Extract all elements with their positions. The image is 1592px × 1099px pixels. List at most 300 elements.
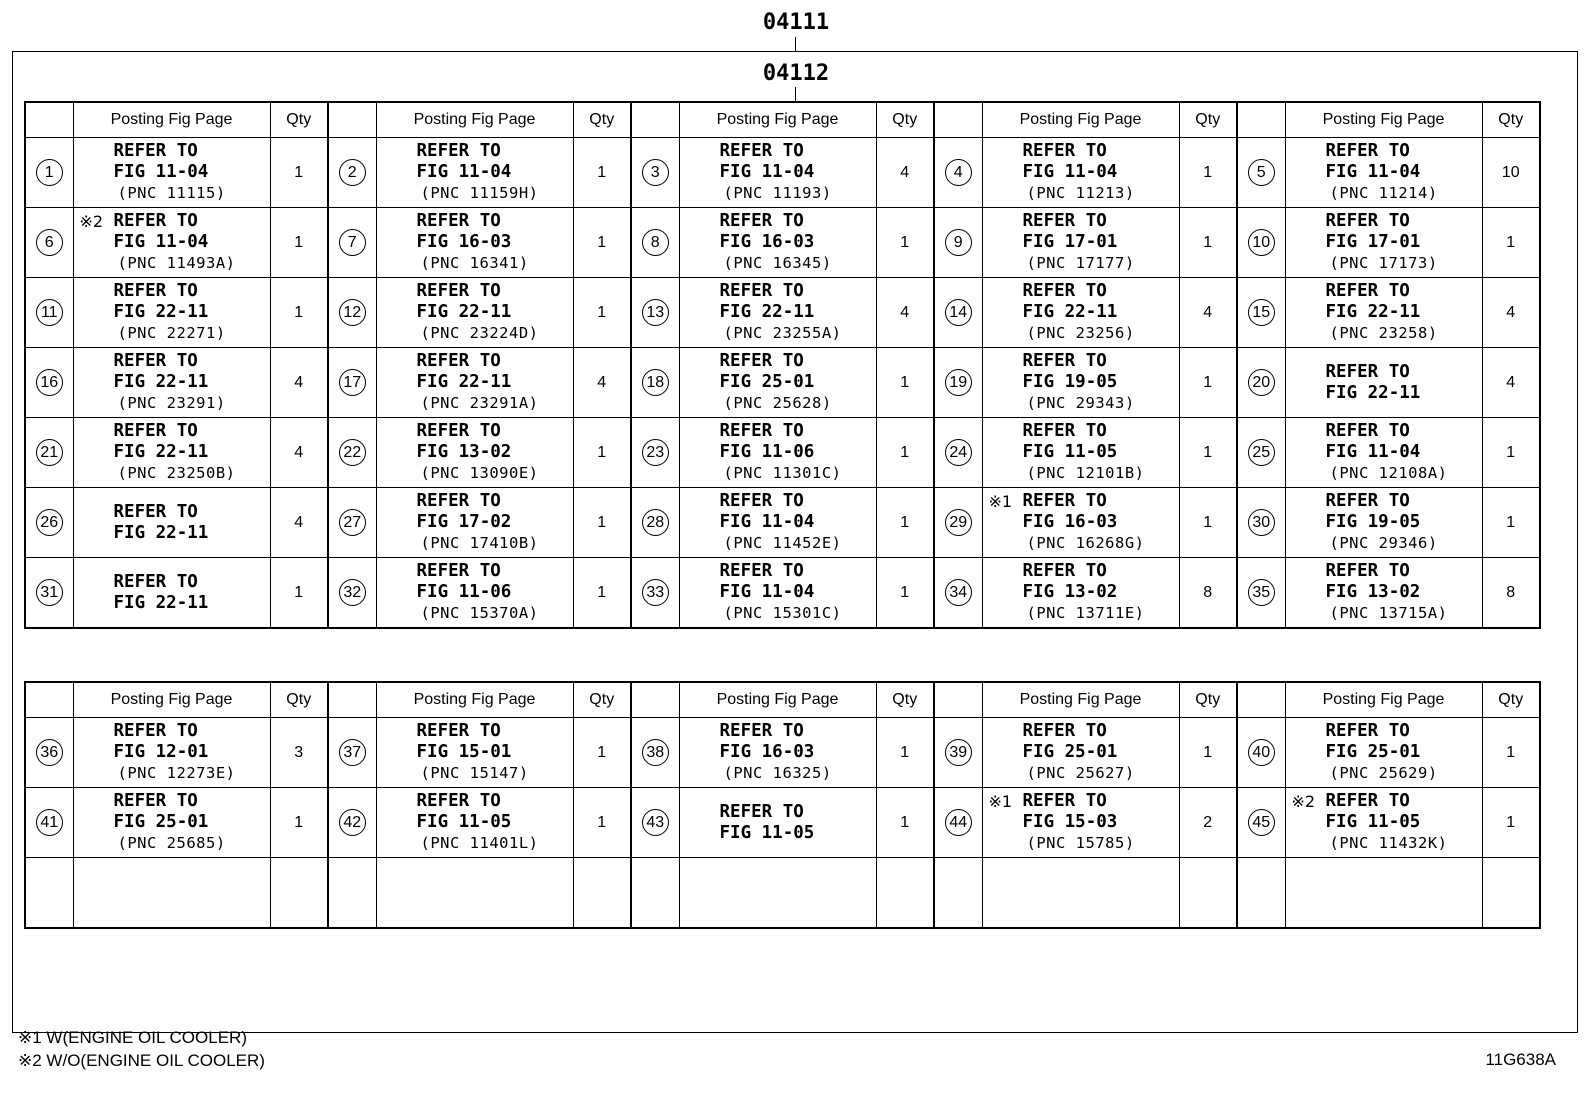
pnc-code: (PNC 23291) — [117, 394, 226, 412]
posting-fig-page-cell — [679, 348, 876, 418]
refer-to-text: REFER TO — [1022, 791, 1107, 811]
posting-fig-page-cell — [679, 138, 876, 208]
item-number-circle: 43 — [642, 809, 669, 836]
item-number-circle: 25 — [1248, 439, 1275, 466]
qty-cell: 1 — [270, 278, 328, 348]
item-number-cell — [1237, 348, 1285, 418]
qty-cell — [876, 858, 934, 929]
item-number-cell — [631, 348, 679, 418]
refer-to-text: REFER TO — [416, 141, 501, 161]
item-number-cell — [934, 138, 982, 208]
refer-to-text: REFER TO — [1325, 421, 1410, 441]
qty-cell: 1 — [573, 488, 631, 558]
item-number-circle: 9 — [945, 229, 972, 256]
fig-page-text: FIG 13-02 — [1325, 582, 1421, 602]
refer-to-text: REFER TO — [1325, 721, 1410, 741]
qty-cell: 1 — [573, 788, 631, 858]
item-number-circle: 18 — [642, 369, 669, 396]
qty-cell: 1 — [876, 418, 934, 488]
item-number-cell — [25, 138, 73, 208]
posting-fig-page-cell — [1285, 278, 1482, 348]
posting-fig-page-cell — [376, 558, 573, 629]
item-number-cell — [631, 788, 679, 858]
item-number-cell — [934, 348, 982, 418]
qty-cell: 1 — [1179, 208, 1237, 278]
table-row — [25, 488, 1540, 558]
pnc-code: (PNC 17173) — [1329, 254, 1438, 272]
refer-to-text: REFER TO — [416, 351, 501, 371]
item-number-circle: 45 — [1248, 809, 1275, 836]
pnc-code: (PNC 16268G) — [1026, 534, 1145, 552]
pnc-code: (PNC 23250B) — [117, 464, 236, 482]
fig-page-text: FIG 25-01 — [1325, 742, 1421, 762]
posting-fig-page-cell — [679, 488, 876, 558]
pnc-code: (PNC 12108A) — [1329, 464, 1448, 482]
refer-to-text: REFER TO — [1022, 491, 1107, 511]
pnc-code: (PNC 15147) — [420, 764, 529, 782]
table-row — [25, 208, 1540, 278]
item-number-cell — [934, 418, 982, 488]
reference-block — [377, 561, 573, 624]
posting-fig-page-cell — [679, 718, 876, 788]
item-number-cell — [1237, 788, 1285, 858]
reference-block — [983, 421, 1179, 484]
qty-cell: 1 — [573, 558, 631, 629]
item-number-cell — [934, 788, 982, 858]
reference-block — [983, 561, 1179, 624]
leader-line-inner — [795, 87, 796, 101]
pnc-code: (PNC 25628) — [723, 394, 832, 412]
reference-block — [74, 211, 270, 274]
item-number-cell — [1237, 418, 1285, 488]
leader-line-outer — [795, 37, 796, 51]
reference-block — [1286, 561, 1482, 624]
item-number-cell — [25, 858, 73, 929]
fig-page-text: FIG 11-04 — [113, 232, 209, 252]
refer-to-text: REFER TO — [1022, 211, 1107, 231]
qty-cell: 1 — [876, 348, 934, 418]
reference-block — [983, 351, 1179, 414]
qty-cell: 1 — [1482, 208, 1540, 278]
item-number-cell — [631, 558, 679, 629]
refer-to-text: REFER TO — [416, 561, 501, 581]
pnc-code: (PNC 22271) — [117, 324, 226, 342]
qty-cell: 1 — [1482, 418, 1540, 488]
item-number-cell — [25, 418, 73, 488]
qty-cell: 1 — [270, 788, 328, 858]
refer-to-text: REFER TO — [416, 721, 501, 741]
posting-fig-page-cell — [376, 858, 573, 929]
item-number-cell — [25, 788, 73, 858]
item-number-circle: 27 — [339, 509, 366, 536]
pnc-code: (PNC 12101B) — [1026, 464, 1145, 482]
header-posting-fig-page: Posting Fig Page — [1285, 682, 1482, 718]
item-number-cell — [934, 208, 982, 278]
reference-block — [74, 421, 270, 484]
posting-fig-page-cell — [73, 208, 270, 278]
posting-fig-page-cell — [1285, 558, 1482, 629]
table-row — [25, 138, 1540, 208]
refer-to-text: REFER TO — [719, 421, 804, 441]
pnc-code: (PNC 29343) — [1026, 394, 1135, 412]
fig-page-text: FIG 25-01 — [1022, 742, 1118, 762]
refer-to-text: REFER TO — [416, 211, 501, 231]
reference-block — [680, 421, 876, 484]
posting-fig-page-cell — [1285, 418, 1482, 488]
pnc-code: (PNC 29346) — [1329, 534, 1438, 552]
pnc-code: (PNC 13090E) — [420, 464, 539, 482]
reference-block — [377, 351, 573, 414]
table-row — [25, 858, 1540, 929]
fig-page-text: FIG 22-11 — [416, 302, 512, 322]
header-qty: Qty — [573, 682, 631, 718]
item-number-circle: 23 — [642, 439, 669, 466]
header-qty: Qty — [270, 682, 328, 718]
table-row — [25, 348, 1540, 418]
refer-to-text: REFER TO — [1325, 561, 1410, 581]
reference-block — [983, 141, 1179, 204]
table-header-row — [25, 682, 1540, 718]
refer-to-text: REFER TO — [719, 491, 804, 511]
posting-fig-page-cell — [376, 208, 573, 278]
qty-cell: 4 — [270, 348, 328, 418]
item-number-circle: 1 — [36, 159, 63, 186]
posting-fig-page-cell — [73, 488, 270, 558]
posting-fig-page-cell — [376, 718, 573, 788]
posting-fig-page-cell — [73, 278, 270, 348]
pnc-code: (PNC 12273E) — [117, 764, 236, 782]
item-number-cell — [328, 278, 376, 348]
posting-fig-page-cell — [1285, 208, 1482, 278]
fig-page-text: FIG 11-04 — [1325, 162, 1421, 182]
refer-to-text: REFER TO — [1325, 791, 1410, 811]
pnc-code: (PNC 16325) — [723, 764, 832, 782]
reference-block — [1286, 791, 1482, 854]
item-number-circle: 30 — [1248, 509, 1275, 536]
figure-id: 11G638A — [1485, 1050, 1556, 1069]
fig-page-text: FIG 22-11 — [1325, 302, 1421, 322]
fig-page-text: FIG 11-04 — [719, 162, 815, 182]
item-number-cell — [1237, 718, 1285, 788]
item-number-cell — [1237, 278, 1285, 348]
pnc-code: (PNC 17410B) — [420, 534, 539, 552]
refer-to-text: REFER TO — [1022, 281, 1107, 301]
posting-fig-page-cell — [679, 418, 876, 488]
posting-fig-page-cell — [73, 858, 270, 929]
posting-fig-page-cell — [376, 278, 573, 348]
fig-page-text: FIG 17-01 — [1022, 232, 1118, 252]
qty-cell: 2 — [1179, 788, 1237, 858]
qty-cell: 4 — [876, 138, 934, 208]
reference-block — [983, 281, 1179, 344]
qty-cell: 1 — [270, 138, 328, 208]
reference-block — [680, 211, 876, 274]
reference-block — [983, 721, 1179, 784]
refer-to-text: REFER TO — [1022, 421, 1107, 441]
refer-to-text: REFER TO — [1022, 351, 1107, 371]
item-number-circle: 39 — [945, 739, 972, 766]
footnote-2: ※2 W/O(ENGINE OIL COOLER) — [18, 1051, 265, 1070]
header-posting-fig-page: Posting Fig Page — [982, 102, 1179, 138]
item-number-cell — [631, 488, 679, 558]
posting-fig-page-cell — [73, 718, 270, 788]
posting-fig-page-cell — [376, 788, 573, 858]
item-number-cell — [25, 208, 73, 278]
posting-fig-page-cell — [982, 348, 1179, 418]
pnc-code: (PNC 11159H) — [420, 184, 539, 202]
reference-block — [377, 721, 573, 784]
qty-cell: 1 — [1179, 488, 1237, 558]
table-row — [25, 278, 1540, 348]
item-number-circle: 11 — [36, 299, 63, 326]
item-number-circle: 4 — [945, 159, 972, 186]
item-number-cell — [934, 858, 982, 929]
fig-page-text: FIG 22-11 — [113, 522, 209, 543]
qty-cell: 1 — [876, 788, 934, 858]
reference-block — [680, 281, 876, 344]
header-posting-fig-page: Posting Fig Page — [376, 102, 573, 138]
qty-cell: 1 — [1179, 718, 1237, 788]
qty-cell — [1482, 858, 1540, 929]
fig-page-text: FIG 16-03 — [1022, 512, 1118, 532]
fig-page-text: FIG 11-05 — [1325, 812, 1421, 832]
qty-cell: 1 — [573, 278, 631, 348]
refer-to-text: REFER TO — [113, 421, 198, 441]
qty-cell: 4 — [1179, 278, 1237, 348]
fig-page-text: FIG 11-04 — [719, 512, 815, 532]
item-number-circle: 17 — [339, 369, 366, 396]
item-number-cell — [631, 278, 679, 348]
pnc-code: (PNC 25627) — [1026, 764, 1135, 782]
reference-block — [680, 141, 876, 204]
qty-cell: 1 — [1482, 488, 1540, 558]
footnote-mark: ※1 — [988, 492, 1013, 511]
header-qty: Qty — [1482, 102, 1540, 138]
item-number-circle: 10 — [1248, 229, 1275, 256]
posting-fig-page-cell — [982, 418, 1179, 488]
item-number-cell — [328, 348, 376, 418]
header-qty: Qty — [1482, 682, 1540, 718]
fig-page-text: FIG 15-01 — [416, 742, 512, 762]
header-blank — [25, 682, 73, 718]
reference-block — [74, 281, 270, 344]
qty-cell: 8 — [1179, 558, 1237, 629]
reference-block — [983, 211, 1179, 274]
item-number-circle: 41 — [36, 809, 63, 836]
posting-fig-page-cell — [1285, 718, 1482, 788]
table-row — [25, 788, 1540, 858]
qty-cell: 1 — [270, 208, 328, 278]
refer-to-text: REFER TO — [719, 211, 804, 231]
item-number-cell — [1237, 208, 1285, 278]
qty-cell: 1 — [876, 718, 934, 788]
item-number-cell — [328, 858, 376, 929]
fig-page-text: FIG 13-02 — [1022, 582, 1118, 602]
qty-cell: 1 — [1482, 788, 1540, 858]
item-number-cell — [934, 558, 982, 629]
posting-fig-page-cell — [982, 558, 1179, 629]
reference-block — [1286, 211, 1482, 274]
table-header-row — [25, 102, 1540, 138]
posting-fig-page-cell — [982, 488, 1179, 558]
fig-page-text: FIG 16-03 — [416, 232, 512, 252]
header-posting-fig-page: Posting Fig Page — [679, 682, 876, 718]
assembly-code-outer: 04111 — [762, 10, 830, 35]
posting-fig-page-cell — [982, 718, 1179, 788]
qty-cell: 8 — [1482, 558, 1540, 629]
item-number-cell — [25, 278, 73, 348]
item-number-circle: 2 — [339, 159, 366, 186]
item-number-cell — [328, 558, 376, 629]
qty-cell: 4 — [270, 488, 328, 558]
reference-block — [1286, 141, 1482, 204]
refer-to-text: REFER TO — [416, 421, 501, 441]
item-number-circle: 26 — [36, 509, 63, 536]
fig-page-text: FIG 11-04 — [1325, 442, 1421, 462]
qty-cell: 1 — [573, 208, 631, 278]
reference-block — [377, 141, 573, 204]
fig-page-text: FIG 11-05 — [719, 822, 815, 843]
fig-page-text: FIG 11-04 — [1022, 162, 1118, 182]
fig-page-text: FIG 11-05 — [1022, 442, 1118, 462]
header-posting-fig-page: Posting Fig Page — [679, 102, 876, 138]
item-number-circle: 31 — [36, 579, 63, 606]
item-number-cell — [1237, 858, 1285, 929]
posting-fig-page-cell — [1285, 488, 1482, 558]
fig-page-text: FIG 22-11 — [1022, 302, 1118, 322]
fig-page-text: FIG 11-06 — [416, 582, 512, 602]
pnc-code: (PNC 23291A) — [420, 394, 539, 412]
assembly-code-inner: 04112 — [762, 61, 830, 86]
qty-cell: 4 — [573, 348, 631, 418]
item-number-cell — [328, 138, 376, 208]
qty-cell — [270, 858, 328, 929]
refer-to-text: REFER TO — [113, 571, 198, 592]
item-number-circle: 19 — [945, 369, 972, 396]
pnc-code: (PNC 11452E) — [723, 534, 842, 552]
refer-to-text: REFER TO — [719, 351, 804, 371]
fig-page-text: FIG 25-01 — [113, 812, 209, 832]
item-number-circle: 5 — [1248, 159, 1275, 186]
item-number-circle: 37 — [339, 739, 366, 766]
item-number-circle: 13 — [642, 299, 669, 326]
fig-page-text: FIG 17-02 — [416, 512, 512, 532]
pnc-code: (PNC 23224D) — [420, 324, 539, 342]
refer-to-text: REFER TO — [113, 721, 198, 741]
refer-to-text: REFER TO — [1325, 361, 1410, 382]
fig-page-text: FIG 22-11 — [719, 302, 815, 322]
item-number-cell — [631, 138, 679, 208]
refer-to-text: REFER TO — [719, 281, 804, 301]
refer-to-text: REFER TO — [416, 791, 501, 811]
reference-block — [680, 351, 876, 414]
posting-fig-page-cell — [982, 788, 1179, 858]
posting-fig-page-cell — [376, 488, 573, 558]
item-number-circle: 16 — [36, 369, 63, 396]
qty-cell: 1 — [573, 418, 631, 488]
parts-table-1 — [24, 101, 1541, 629]
item-number-cell — [631, 858, 679, 929]
header-blank — [25, 102, 73, 138]
item-number-cell — [934, 488, 982, 558]
item-number-cell — [25, 348, 73, 418]
item-number-cell — [328, 718, 376, 788]
header-blank — [328, 682, 376, 718]
header-posting-fig-page: Posting Fig Page — [982, 682, 1179, 718]
item-number-cell — [25, 558, 73, 629]
refer-to-text: REFER TO — [719, 561, 804, 581]
fig-page-text: FIG 16-03 — [719, 232, 815, 252]
pnc-code: (PNC 25629) — [1329, 764, 1438, 782]
posting-fig-page-cell — [679, 278, 876, 348]
posting-fig-page-cell — [1285, 348, 1482, 418]
posting-fig-page-cell — [982, 208, 1179, 278]
pnc-code: (PNC 11432K) — [1329, 834, 1448, 852]
refer-to-text: REFER TO — [416, 281, 501, 301]
item-number-circle: 44 — [945, 809, 972, 836]
fig-page-text: FIG 16-03 — [719, 742, 815, 762]
item-number-circle: 34 — [945, 579, 972, 606]
posting-fig-page-cell — [376, 348, 573, 418]
qty-cell: 1 — [270, 558, 328, 629]
footnote-1: ※1 W(ENGINE OIL COOLER) — [18, 1028, 247, 1047]
header-qty: Qty — [876, 102, 934, 138]
item-number-cell — [934, 278, 982, 348]
item-number-circle: 6 — [36, 229, 63, 256]
item-number-circle: 15 — [1248, 299, 1275, 326]
refer-to-text: REFER TO — [1325, 491, 1410, 511]
reference-block — [983, 791, 1179, 854]
pnc-code: (PNC 15370A) — [420, 604, 539, 622]
posting-fig-page-cell — [679, 208, 876, 278]
item-number-circle: 29 — [945, 509, 972, 536]
posting-fig-page-cell — [73, 138, 270, 208]
item-number-circle: 12 — [339, 299, 366, 326]
fig-page-text: FIG 22-11 — [113, 302, 209, 322]
qty-cell: 3 — [270, 718, 328, 788]
fig-page-text: FIG 13-02 — [416, 442, 512, 462]
reference-block — [1286, 281, 1482, 344]
header-blank — [934, 682, 982, 718]
reference-block — [680, 802, 876, 844]
table-row — [25, 418, 1540, 488]
qty-cell: 1 — [573, 138, 631, 208]
refer-to-text: REFER TO — [719, 141, 804, 161]
item-number-circle: 40 — [1248, 739, 1275, 766]
item-number-circle: 32 — [339, 579, 366, 606]
qty-cell: 4 — [1482, 278, 1540, 348]
fig-page-text: FIG 15-03 — [1022, 812, 1118, 832]
pnc-code: (PNC 13711E) — [1026, 604, 1145, 622]
item-number-circle: 36 — [36, 739, 63, 766]
refer-to-text: REFER TO — [1022, 721, 1107, 741]
item-number-circle: 14 — [945, 299, 972, 326]
header-blank — [934, 102, 982, 138]
fig-page-text: FIG 19-05 — [1325, 512, 1421, 532]
item-number-circle: 28 — [642, 509, 669, 536]
header-qty: Qty — [573, 102, 631, 138]
fig-page-text: FIG 22-11 — [1325, 382, 1421, 403]
qty-cell: 4 — [1482, 348, 1540, 418]
posting-fig-page-cell — [679, 558, 876, 629]
fig-page-text: FIG 25-01 — [719, 372, 815, 392]
item-number-cell — [25, 718, 73, 788]
header-posting-fig-page: Posting Fig Page — [73, 102, 270, 138]
pnc-code: (PNC 15785) — [1026, 834, 1135, 852]
posting-fig-page-cell — [376, 418, 573, 488]
pnc-code: (PNC 17177) — [1026, 254, 1135, 272]
posting-fig-page-cell — [679, 788, 876, 858]
